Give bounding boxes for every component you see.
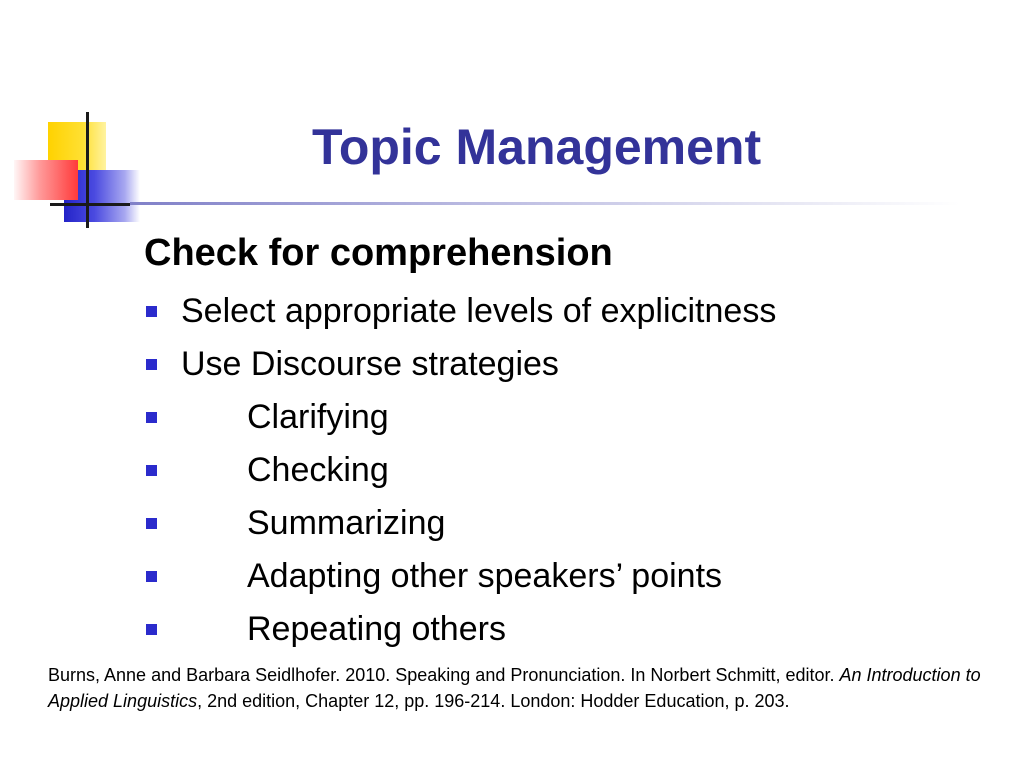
corner-logo-decoration [0,100,160,230]
title-underline-rule [130,202,960,205]
square-bullet-icon [146,306,157,317]
slide-title: Topic Management [312,119,762,175]
bullet-text: Checking [247,451,389,489]
square-bullet-icon [146,571,157,582]
square-bullet-icon [146,412,157,423]
square-bullet-icon [146,359,157,370]
square-bullet-icon [146,465,157,476]
citation-book-title: An Introduction to Applied Linguistics [48,665,981,711]
citation-reference [48,662,988,714]
red-square-shape [14,160,78,200]
bullet-text: Adapting other speakers’ points [247,557,723,595]
vertical-line-shape [86,112,89,228]
bullet-text: Summarizing [247,504,446,542]
square-bullet-icon [146,624,157,635]
bullet-text: Clarifying [247,398,389,436]
citation-text-part1: Burns, Anne and Barbara Seidlhofer. 2010. Speaking and Pronunciation. In Norbert Schmitt, editor. [48,665,840,685]
section-heading: Check for comprehension [144,232,613,274]
horizontal-line-shape [50,203,130,206]
square-bullet-icon [146,518,157,529]
bullet-text: Use Discourse strategies [181,345,559,383]
bullet-text: Select appropriate levels of explicitness [181,292,777,330]
citation-text-part2: , 2nd edition, Chapter 12, pp. 196-214. London: Hodder Education, p. 203. [197,691,790,711]
bullet-text: Repeating others [247,610,506,648]
